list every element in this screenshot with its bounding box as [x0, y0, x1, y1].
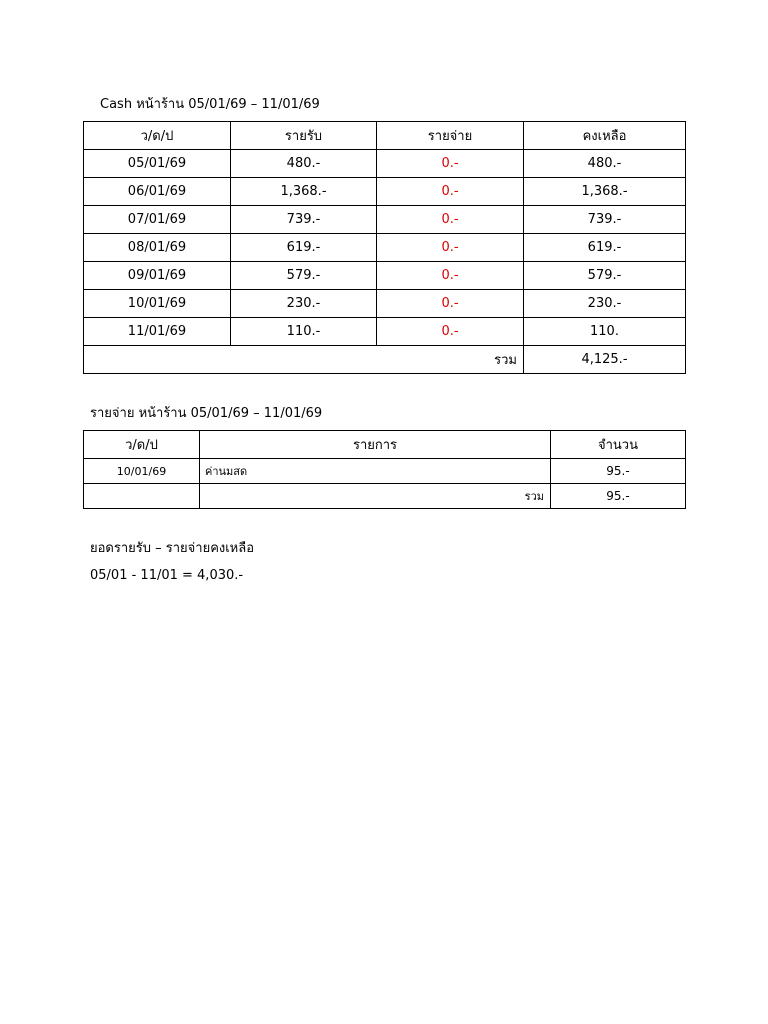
- cell-date: 06/01/69: [84, 178, 231, 206]
- cash-total-row: [84, 346, 686, 374]
- table-row: [84, 178, 686, 206]
- cell-date: 10/01/69: [84, 290, 231, 318]
- column-header-balance: คงเหลือ: [524, 122, 686, 150]
- cell-balance: 739.-: [524, 206, 686, 234]
- cell-expense: 0.-: [377, 290, 524, 318]
- cell-balance: 579.-: [524, 262, 686, 290]
- cell-balance: 480.-: [524, 150, 686, 178]
- cell-income: 579.-: [231, 262, 377, 290]
- cell-amount: 95.-: [551, 459, 686, 484]
- cell-date: 10/01/69: [84, 459, 200, 484]
- column-header-expense: รายจ่าย: [377, 122, 524, 150]
- cell-expense: 0.-: [377, 262, 524, 290]
- cash-section-title: Cash หน้าร้าน 05/01/69 – 11/01/69: [100, 97, 320, 112]
- column-header-amount: จำนวน: [551, 431, 686, 459]
- expense-table-header-row: [84, 431, 686, 459]
- column-header-item: รายการ: [200, 431, 551, 459]
- cell-income: 110.-: [231, 318, 377, 346]
- cell-balance: 1,368.-: [524, 178, 686, 206]
- table-row: [84, 206, 686, 234]
- cell-date: 05/01/69: [84, 150, 231, 178]
- cash-table-header-row: [84, 122, 686, 150]
- cell-date: 08/01/69: [84, 234, 231, 262]
- total-value: 4,125.-: [524, 346, 686, 374]
- cell-date: 11/01/69: [84, 318, 231, 346]
- summary-result: 05/01 - 11/01 = 4,030.-: [90, 568, 244, 583]
- column-header-date: ว/ด/ป: [84, 122, 231, 150]
- empty-cell: [84, 484, 200, 509]
- table-row: [84, 459, 686, 484]
- cell-date: 09/01/69: [84, 262, 231, 290]
- table-row: [84, 290, 686, 318]
- expense-table: [83, 430, 686, 509]
- column-header-income: รายรับ: [231, 122, 377, 150]
- table-row: [84, 234, 686, 262]
- cell-income: 1,368.-: [231, 178, 377, 206]
- cell-expense: 0.-: [377, 206, 524, 234]
- cell-expense: 0.-: [377, 178, 524, 206]
- column-header-date: ว/ด/ป: [84, 431, 200, 459]
- cell-income: 739.-: [231, 206, 377, 234]
- cell-expense: 0.-: [377, 318, 524, 346]
- cell-expense: 0.-: [377, 150, 524, 178]
- total-value: 95.-: [551, 484, 686, 509]
- cell-balance: 110.: [524, 318, 686, 346]
- cell-income: 480.-: [231, 150, 377, 178]
- cell-balance: 230.-: [524, 290, 686, 318]
- cash-table: [83, 121, 686, 374]
- table-row: [84, 262, 686, 290]
- expense-total-row: [84, 484, 686, 509]
- cell-item: ค่านมสด: [200, 459, 551, 484]
- table-row: [84, 318, 686, 346]
- expense-section-title: รายจ่าย หน้าร้าน 05/01/69 – 11/01/69: [90, 406, 323, 421]
- table-row: [84, 150, 686, 178]
- cell-expense: 0.-: [377, 234, 524, 262]
- cell-income: 230.-: [231, 290, 377, 318]
- cell-income: 619.-: [231, 234, 377, 262]
- summary-title: ยอดรายรับ – รายจ่ายคงเหลือ: [90, 541, 255, 556]
- cell-balance: 619.-: [524, 234, 686, 262]
- total-label: รวม: [200, 484, 551, 509]
- cell-date: 07/01/69: [84, 206, 231, 234]
- total-label: รวม: [84, 346, 524, 374]
